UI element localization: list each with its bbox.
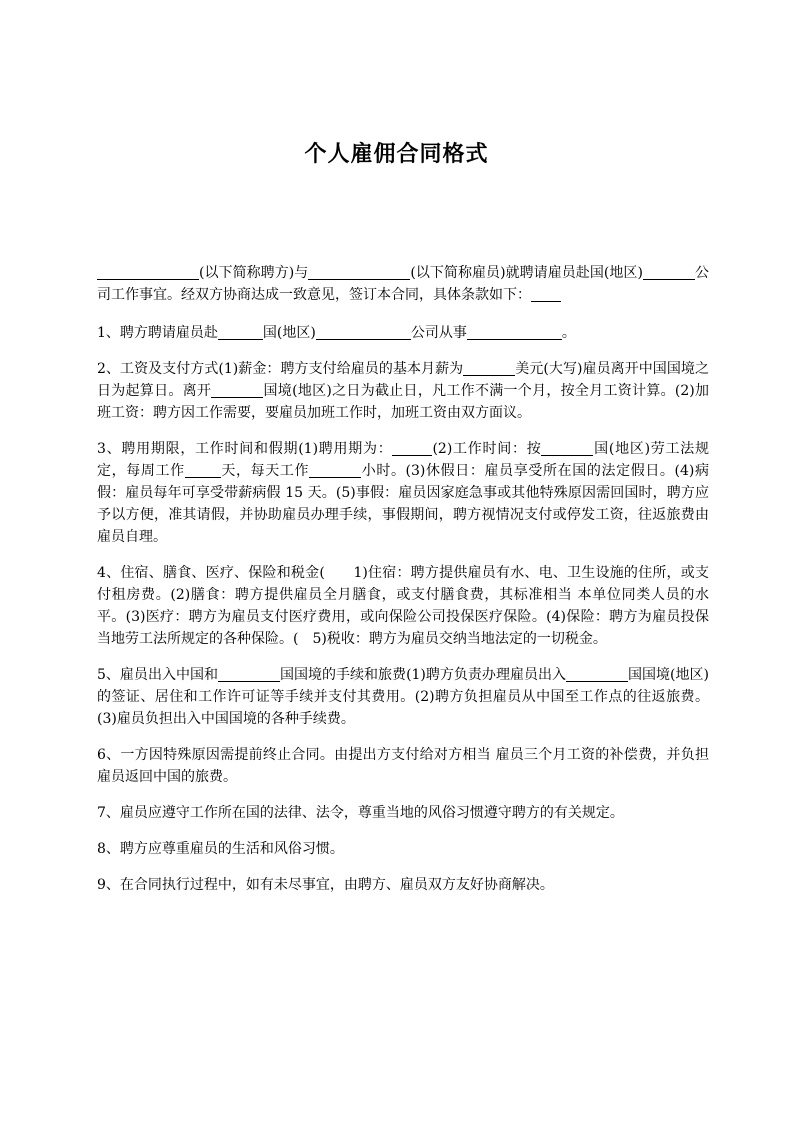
intro-paragraph [97, 262, 709, 306]
clause-2-text-2: 美元(大写)雇员离开中国国境之日为起算日。离开 [97, 361, 709, 399]
clause-3-text-4: 天，每天工作 [220, 463, 310, 479]
clause-2-text-1: 2、工资及支付方式(1)薪金：聘方支付给雇员的基本月薪为 [97, 361, 464, 377]
clause-5-country-blank[interactable] [218, 666, 280, 682]
contract-body [97, 262, 709, 910]
employer-name-blank[interactable] [97, 264, 199, 280]
clause-3 [97, 438, 709, 548]
clause-1-text-1: 1、聘方聘请雇员赴 [97, 325, 218, 341]
intro-text-1: (以下简称聘方)与 [199, 265, 309, 281]
page-title: 个人雇佣合同格式 [304, 142, 489, 167]
clause-1-company-blank[interactable] [316, 324, 411, 340]
clause-1 [97, 322, 709, 344]
clause-3-hours-blank[interactable] [309, 462, 361, 478]
clause-4: 4、住宿、膳食、医疗、保险和税金( 1)住宿：聘方提供雇员有水、电、卫生设施的住所，或支付租房费。(2)膳食：聘方提供雇员全月膳食，或支付膳食费，其标准相当 本单位同类人员的水平。(3)医疗：聘方为雇员支付医疗费用，或向保险公司投保医疗保险。(4)保险：聘方为雇员投保当地劳工法所规定的各种保险。( 5)税收：聘方为雇员交纳当地法定的一切税金。 [97, 565, 709, 647]
clause-3-days-blank[interactable] [185, 462, 221, 478]
clause-5-text-2: 国国境的手续和旅费(1)聘方负责办理雇员出入 [279, 667, 566, 683]
clause-1-country-blank[interactable] [218, 324, 263, 340]
clause-9: 9、在合同执行过程中，如有未尽事宜，由聘方、雇员双方友好协商解决。 [97, 877, 554, 893]
clause-5-country-blank-2[interactable] [566, 666, 628, 682]
company-name-blank[interactable] [643, 264, 695, 280]
clause-1-text-4: 。 [561, 325, 576, 341]
clause-6: 6、一方因特殊原因需提前终止合同。由提出方支付给对方相当 雇员三个月工资的补偿费，并负担雇员返回中国的旅费。 [97, 747, 709, 785]
clause-1-text-2: 国(地区) [262, 325, 316, 341]
intro-trailing-blank[interactable] [531, 286, 561, 302]
clause-5-text-3: 国国境(地区)的签证、居住和工作许可证等手续并支付其费用。(2)聘方负担雇员从中国至工作点的往返旅费。(3)雇员负担出入中国国境的各种手续费。 [97, 667, 709, 727]
clause-2-country-blank[interactable] [211, 382, 263, 398]
clause-3-text-3: 国(地区)劳工法规定，每周工作 [97, 441, 709, 479]
clause-3-text-5: 小时。(3)休假日：雇员享受所在国的法定假日。(4)病假：雇员每年可享受带薪病假 15 天。(5)事假：雇员因家庭急事或其他特殊原因需回国时，聘方应予以方便，准其请假，并协助雇员办理手续，事假期间，聘方视情况支付或停发工资，往返旅费由雇员自理。 [97, 463, 710, 545]
clause-5-text-1: 5、雇员出入中国和 [97, 667, 218, 683]
employee-name-blank[interactable] [308, 264, 410, 280]
clause-3-period-blank[interactable] [392, 440, 432, 456]
clause-3-country-blank[interactable] [541, 440, 593, 456]
clause-1-text-3: 公司从事 [410, 325, 467, 341]
clause-5 [97, 664, 709, 730]
clause-8: 8、聘方应尊重雇员的生活和风俗习惯。 [97, 841, 344, 857]
clause-2 [97, 358, 709, 424]
clause-3-text-1: 3、聘用期限，工作时间和假期(1)聘用期为： [97, 441, 393, 457]
clause-7: 7、雇员应遵守工作所在国的法律、法令，尊重当地的风俗习惯遵守聘方的有关规定。 [97, 805, 624, 821]
clause-1-job-blank[interactable] [467, 324, 562, 340]
clause-2-text-3: 国境(地区)之日为截止日，凡工作不满一个月，按全月工资计算。(2)加班工资：聘方因工作需要，要雇员加班工作时，加班工资由双方面议。 [97, 383, 709, 421]
clause-2-salary-blank[interactable] [463, 360, 515, 376]
intro-text-2: (以下简称雇员)就聘请雇员赴国(地区) [410, 265, 643, 281]
clause-3-text-2: (2)工作时间：按 [432, 441, 542, 457]
intro-text-3: 公司工作事宜。经双方协商达成一致意见，签订本合同，具体条款如下： [97, 265, 709, 303]
